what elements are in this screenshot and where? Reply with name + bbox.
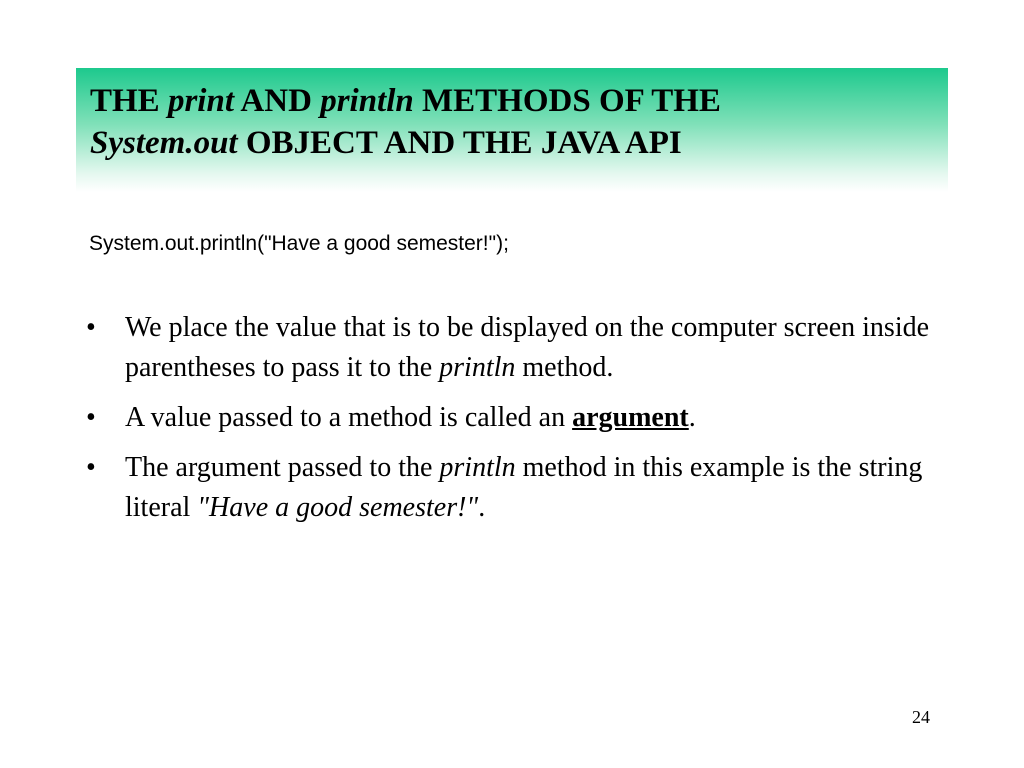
code-example: System.out.println("Have a good semester!"); (89, 232, 509, 255)
title-print-keyword: print (167, 83, 234, 119)
slide-title (90, 80, 940, 164)
title-part: THE (90, 83, 168, 119)
bullet-item (86, 398, 946, 438)
bullet-list (86, 308, 946, 538)
page-number: 24 (912, 707, 930, 727)
title-part: AND (234, 83, 321, 119)
bullet-text: A value passed to a method is called an (125, 402, 573, 433)
bullet-text: The argument passed to the (125, 452, 440, 483)
title-println-keyword: println (320, 83, 414, 119)
title-part: OBJECT AND THE JAVA API (237, 125, 682, 161)
bullet-text: . (478, 492, 486, 523)
string-literal: "Have a good semester!" (197, 492, 479, 523)
title-system-out-keyword: System.out (90, 125, 238, 161)
bullet-item (86, 448, 946, 528)
bullet-text: method. (515, 352, 614, 383)
bullet-text: . (688, 402, 696, 433)
title-part: METHODS OF THE (413, 83, 721, 119)
argument-term: argument (572, 402, 689, 433)
bullet-icon: • (86, 402, 96, 433)
bullet-text: We place the value that is to be displayed on the computer screen inside parentheses to pass it to the (125, 312, 930, 383)
bullet-item (86, 308, 946, 388)
bullet-emphasis: println (439, 452, 516, 483)
bullet-emphasis: println (439, 352, 516, 383)
bullet-icon: • (86, 452, 96, 483)
bullet-icon: • (86, 312, 96, 343)
bullet-text: method in this example is the string literal (125, 452, 923, 523)
